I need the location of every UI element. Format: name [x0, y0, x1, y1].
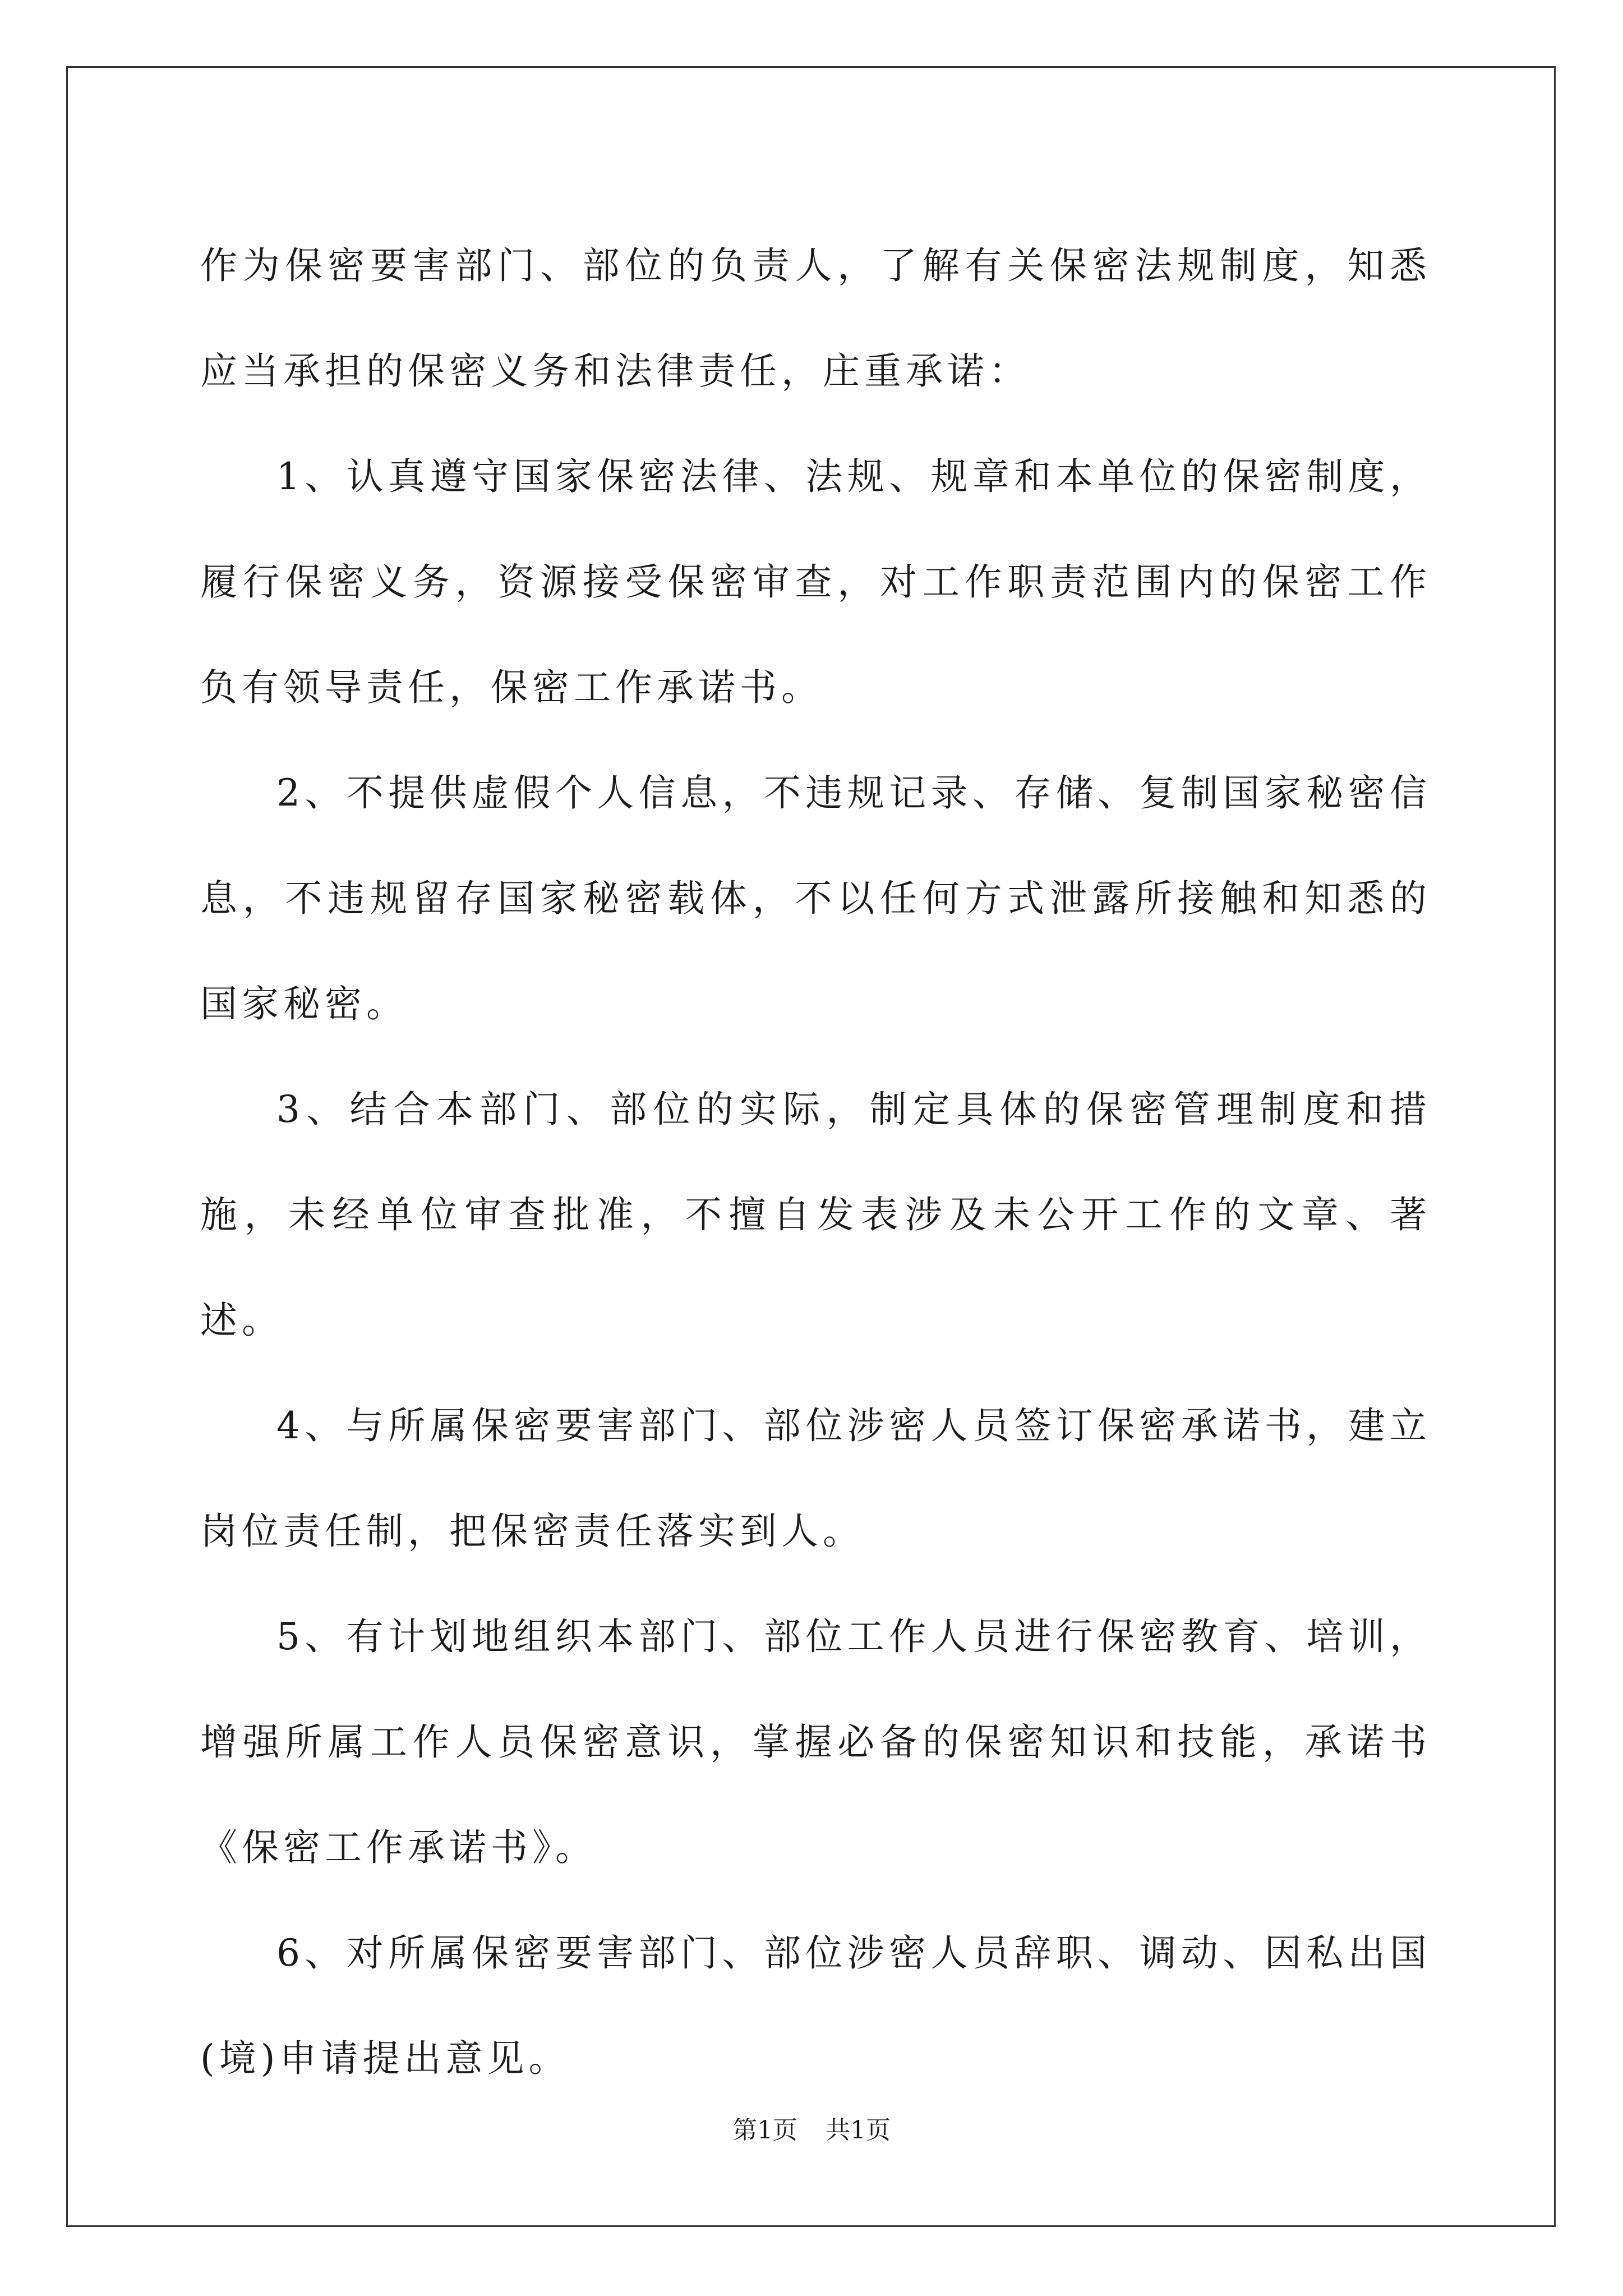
page-number-total: 共1页 [826, 2116, 891, 2145]
paragraph-item-6: 6、对所属保密要害部门、部位涉密人员辞职、调动、因私出国(境)申请提出意见。 [200, 1931, 1431, 2080]
paragraph-intro: 作为保密要害部门、部位的负责人，了解有关保密法规制度，知悉应当承担的保密义务和法律责任，庄重承诺： [200, 244, 1431, 393]
paragraph-item-2: 2、不提供虚假个人信息，不违规记录、存储、复制国家秘密信息，不违规留存国家秘密载体，不以任何方式泄露所接触和知悉的国家秘密。 [200, 771, 1431, 1025]
document-body [200, 213, 1431, 2111]
paragraph-item-4: 4、与所属保密要害部门、部位涉密人员签订保密承诺书，建立岗位责任制，把保密责任落实到人。 [200, 1404, 1431, 1553]
page-footer [0, 2114, 1623, 2147]
paragraph-item-5: 5、有计划地组织本部门、部位工作人员进行保密教育、培训，增强所属工作人员保密意识，掌握必备的保密知识和技能，承诺书《保密工作承诺书》。 [200, 1615, 1431, 1869]
paragraph-item-3: 3、结合本部门、部位的实际，制定具体的保密管理制度和措施，未经单位审查批准，不擅自发表涉及未公开工作的文章、著述。 [200, 1088, 1431, 1342]
page-number-current: 第1页 [732, 2116, 797, 2145]
paragraph-item-1: 1、认真遵守国家保密法律、法规、规章和本单位的保密制度，履行保密义务，资源接受保密审查，对工作职责范围内的保密工作负有领导责任，保密工作承诺书。 [200, 455, 1431, 709]
